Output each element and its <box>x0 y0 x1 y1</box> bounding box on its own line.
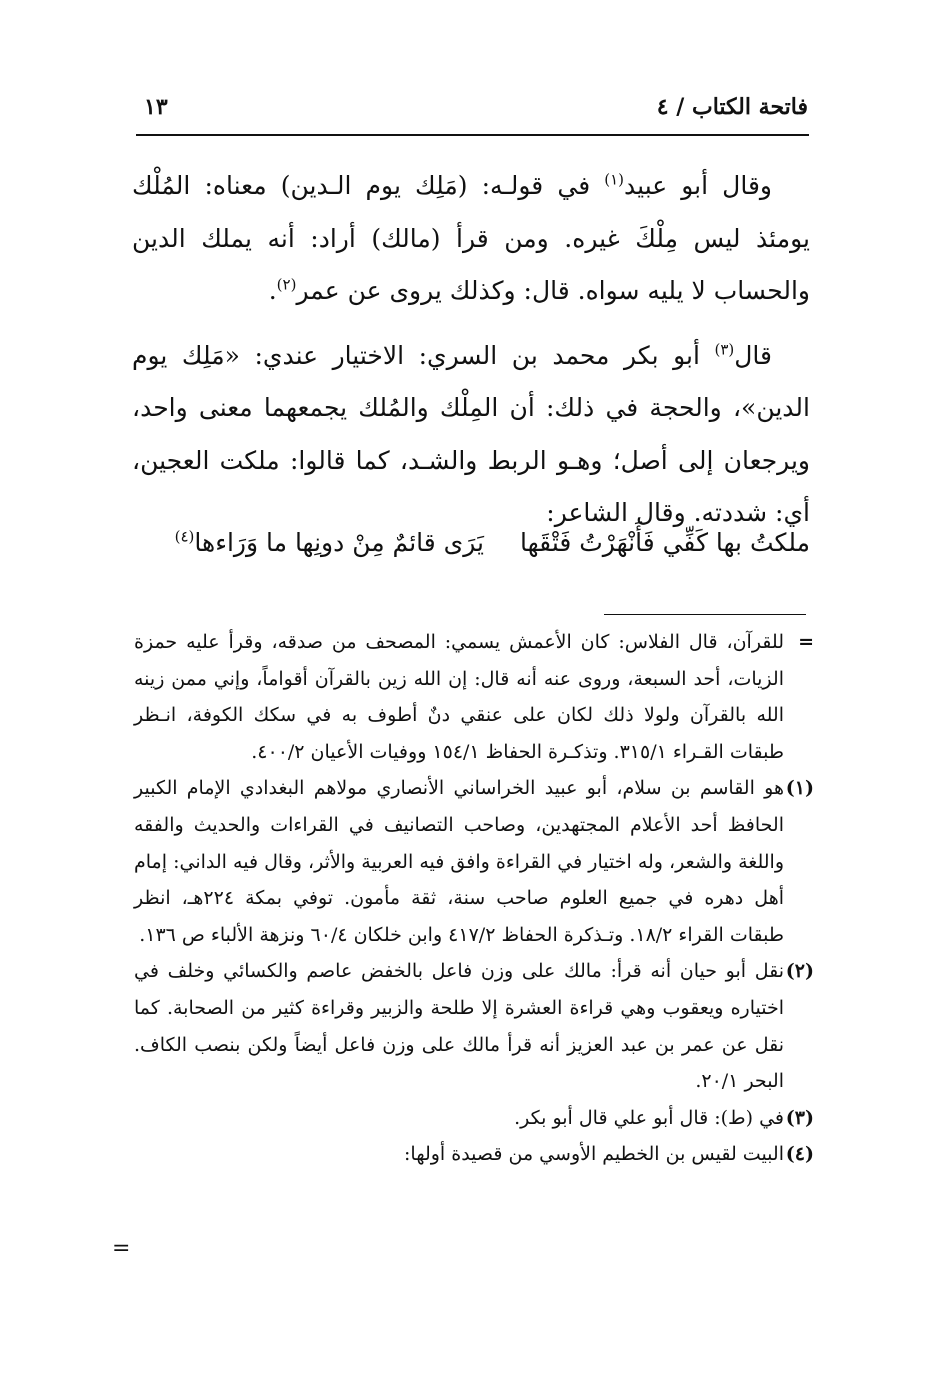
footnote-4: (٤) البيت لقيس بن الخطيم الأوسي من قصيدة أولها: <box>134 1136 814 1173</box>
footnote-4-marker: (٤) <box>785 1143 814 1166</box>
verse-first-hemistich: ملكتُ بها كَفِّي فَأَنْهَرْتُ فَتْقَها <box>520 528 810 557</box>
footnote-3: (٣) في (ط): قال أبو علي قال أبو بكر. <box>134 1100 814 1137</box>
verse-second-hemistich: يَرَى قائمٌ مِنْ دونِها ما وَرَاءها$^{(٤)}$ <box>174 527 484 557</box>
main-text <box>132 160 810 540</box>
header-rule <box>136 134 809 136</box>
footnote-2-marker: (٢) <box>785 960 814 983</box>
footnotes <box>134 624 814 1173</box>
footnote-1-marker: (١) <box>785 777 814 800</box>
running-head <box>138 92 808 132</box>
paragraph-1: وقال أبو عبيد$^{(١)}$ في قولـه: (مَلِك يوم الـدين) معناه: المُلْك يومئذ ليس مِلْكَ غيره. ومن قرأ (مالك) أراد: أنه يملك الدين والحساب لا يليه سواه. قال: وكذلك يروى عن عمر$^{(٢)}$. <box>132 170 810 305</box>
footnote-continuation: = للقرآن، قال الفلاس: كان الأعمش يسمي: المصحف من صدقه، وقرأ عليه حمزة الزيات، أحد السبعة، وروى عنه أنه قال: إن الله زين بالقرآن أقواماً، وإني ممن زينه الله بالقرآن ولولا ذلك لكان على عنقي دنٌ أطوف به في سكك الكوفة، انـظر طبقات القـراء ٣١٥/١. وتذكـرة الحفاظ ١٥٤/١ ووفيات الأعيان ٤٠٠/٢. <box>134 624 814 770</box>
continuation-marker: = <box>798 631 814 653</box>
footnote-3-marker: (٣) <box>785 1106 814 1129</box>
footnote-ref-3: (٣) <box>714 340 735 359</box>
poetry-verse <box>132 528 810 578</box>
page-number: ١٣ <box>144 94 168 120</box>
footnote-separator <box>604 614 806 615</box>
footnote-ref-2: (٢) <box>276 275 297 294</box>
footnote-ref-4: (٤) <box>174 527 195 546</box>
footnote-1: (١) هو القاسم بن سلام، أبو عبيد الخراساني الأنصاري مولاهم البغدادي الإمام الكبير الحافظ أحد الأعلام المجتهدين، وصاحب التصانيف في القراءات والحديث والفقه واللغة والشعر، وله اختيار في القراءة وافق فيه العربية والأثر، وقال فيه الداني: إمام أهل دهره في جميع العلوم صاحب سنة، ثقة مأمون. توفي بمكة ٢٢٤هـ، انظر طبقات القراء ١٨/٢. وتـذكرة الحفاظ ٤١٧/٢ وابن خلكان ٦٠/٤ ونزهة الألباء ص ١٣٦. <box>134 770 814 953</box>
paragraph-2: قال$^{(٣)}$ أبو بكر محمد بن السري: الاختيار عندي: «مَلِك يوم الدين»، والحجة في ذلك: أن المِلْك والمُلك يجمعهما معنى واحد، ويرجعان إلى أصل؛ وهـو الربط والشـد، كما قالوا: ملكت العجين، أي: شددته. وقال الشاعر: <box>132 340 810 527</box>
running-title: فاتحة الكتاب / ٤ <box>656 94 808 120</box>
footnote-ref-1: (١) <box>604 170 625 189</box>
footnote-2: (٢) نقل أبو حيان أنه قرأ: مالك على وزن فاعل بالخفض عاصم والكسائي وخلف في اختياره ويعقوب وهي قراءة العشرة إلا طلحة والزبير وقراءة كثير من الصحابة. كما نقل عن عمر بن عبد العزيز أنه قرأ مالك على وزن فاعل أيضاً ولكن بنصب الكاف. البحر ٢٠/١. <box>134 953 814 1099</box>
continuation-side-mark: = <box>112 1236 131 1261</box>
